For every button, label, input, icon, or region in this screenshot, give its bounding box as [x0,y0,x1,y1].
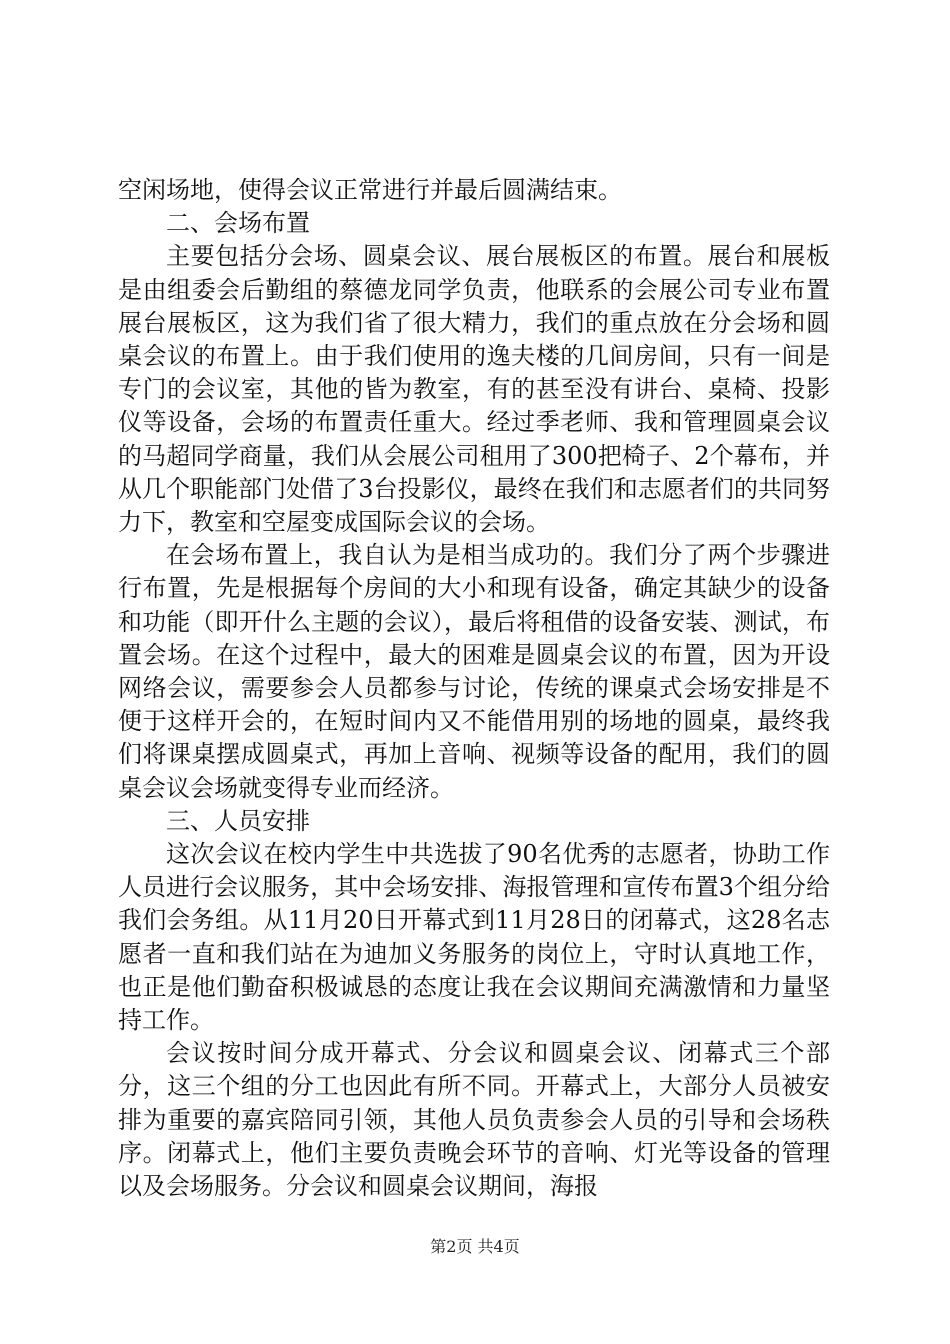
paragraph-continued: 空闲场地，使得会议正常进行并最后圆满结束。 [118,176,622,204]
section-heading-staffing: 三、人员安排 [166,806,310,835]
paragraph-venue-overview: 主要包括分会场、圆桌会议、展台展板区的布置。展台和展板是由组委会后勤组的蔡德龙同学负责，他联系的会展公司专业布置展台展板区，这为我们省了很大精力，我们的重点放在分会场和圆桌会议的布置上。由于我们使用的逸夫楼的几间房间，只有一间是专门的会议室，其他的皆为教室，有的甚至没有讲台、桌椅、投影仪等设备，会场的布置责任重大。经过季老师、我和管理圆桌会议的马超同学商量，我们从会展公司租用了300把椅子、2个幕布，并从几个职能部门处借了3台投影仪，最终在我们和志愿者们的共同努力下，教室和空屋变成国际会议的会场。 [118,242,830,537]
document-body [118,174,830,1203]
paragraph-volunteers: 这次会议在校内学生中共选拔了90名优秀的志愿者，协助工作人员进行会议服务，其中会场安排、海报管理和宣传布置3个组分给我们会务组。从11月20日开幕式到11月28日的闭幕式，这28名志愿者一直和我们站在为迪加义务服务的岗位上，守时认真地工作，也正是他们勤奋积极诚恳的态度让我在会议期间充满激情和力量坚持工作。 [118,840,830,1035]
section-heading-venue-setup: 二、会场布置 [166,209,310,238]
paragraph-division-of-work: 会议按时间分成开幕式、分会议和圆桌会议、闭幕式三个部分，这三个组的分工也因此有所不同。开幕式上，大部分人员被安排为重要的嘉宾陪同引领，其他人员负责参会人员的引导和会场秩序。闭幕式上，他们主要负责晚会环节的音响、灯光等设备的管理以及会场服务。分会议和圆桌会议期间，海报 [118,1039,830,1201]
page-number-footer: 第2页 共4页 [430,1237,520,1256]
paragraph-venue-arrangement: 在会场布置上，我自认为是相当成功的。我们分了两个步骤进行布置，先是根据每个房间的大小和现有设备，确定其缺少的设备和功能（即开什么主题的会议），最后将租借的设备安装、测试，布置会场。在这个过程中，最大的困难是圆桌会议的布置，因为开设网络会议，需要参会人员都参与讨论，传统的课桌式会场安排是不便于这样开会的，在短时间内又不能借用别的场地的圆桌，最终我们将课桌摆成圆桌式，再加上音响、视频等设备的配用，我们的圆桌会议会场就变得专业而经济。 [118,541,830,802]
